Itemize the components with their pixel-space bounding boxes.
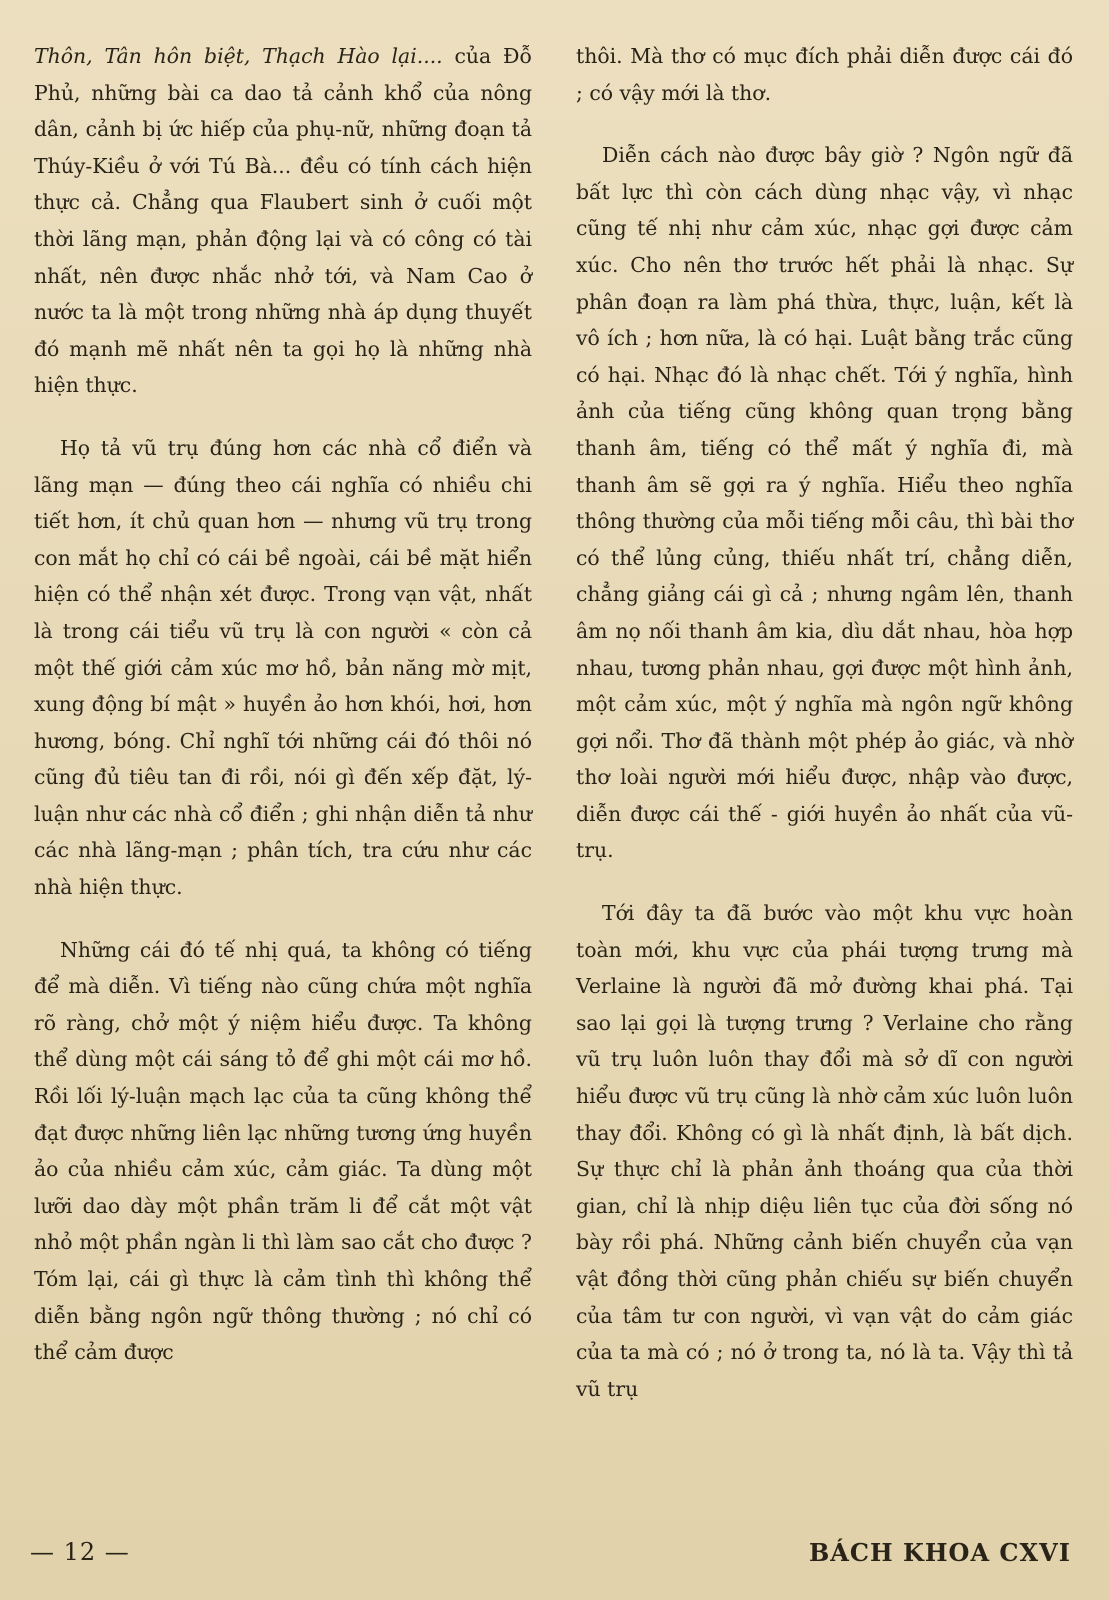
page-number: — 12 — [30, 1538, 130, 1566]
left-column [34, 38, 532, 1397]
journal-title: BÁCH KHOA CXVI [808, 1538, 1071, 1567]
left-paragraph-1-italic: Thôn, Tân hôn biệt, Thạch Hào lại.... [34, 44, 443, 68]
right-paragraph-2: Diễn cách nào được bây giờ ? Ngôn ngữ đã bất lực thì còn cách dùng nhạc vậy, vì nhạc cũng tế nhị như cảm xúc, nhạc gợi được cảm xúc. Cho nên thơ trước hết phải là nhạc. Sự phân đoạn ra làm phá thừa, thực, luận, kết là vô ích ; hơn nữa, là có hại. Luật bằng trắc cũng có hại. Nhạc đó là nhạc chết. Tới ý nghĩa, hình ảnh của tiếng cũng không quan trọng bằng thanh âm, tiếng có thể mất ý nghĩa đi, mà thanh âm sẽ gợi ra ý nghĩa. Hiểu theo nghĩa thông thường của mỗi tiếng mỗi câu, thì bài thơ có thể lủng củng, thiếu nhất trí, chẳng diễn, chẳng giảng cái gì cả ; nhưng ngâm lên, thanh âm nọ nối thanh âm kia, dìu dắt nhau, hòa hợp nhau, tương phản nhau, gợi được một hình ảnh, một cảm xúc, một ý nghĩa mà ngôn ngữ không gợi nổi. Thơ đã thành một phép ảo giác, và nhờ thơ loài người mới hiểu được, nhập vào được, diễn được cái thế - giới huyền ảo nhất của vũ-trụ. [576, 143, 1073, 863]
left-paragraph-1 [34, 38, 532, 404]
left-paragraph-2: Họ tả vũ trụ đúng hơn các nhà cổ điển và lãng mạn — đúng theo cái nghĩa có nhiều chi tiết hơn, ít chủ quan hơn — nhưng vũ trụ trong con mắt họ chỉ có cái bề ngoài, cái bề mặt hiển hiện có thể nhận xét được. Trong vạn vật, nhất là trong cái tiểu vũ trụ là con người « còn cả một thế giới cảm xúc mơ hồ, bản năng mờ mịt, xung động bí mật » huyền ảo hơn khói, hơi, hơn hương, bóng. Chỉ nghĩ tới những cái đó thôi nó cũng đủ tiêu tan đi rồi, nói gì đến xếp đặt, lý-luận như các nhà cổ điển ; ghi nhận diễn tả như các nhà lãng-mạn ; phân tích, tra cứu như các nhà hiện thực. [34, 435, 532, 900]
right-paragraph-1: thôi. Mà thơ có mục đích phải diễn được cái đó ; có vậy mới là thơ. [576, 44, 1073, 105]
right-paragraph-3: Tới đây ta đã bước vào một khu vực hoàn toàn mới, khu vực của phái tượng trưng mà Verlaine là người đã mở đường khai phá. Tại sao lại gọi là tượng trưng ? Verlaine cho rằng vũ trụ luôn luôn thay đổi mà sở dĩ con người hiểu được vũ trụ cũng là nhờ cảm xúc luôn luôn thay đổi. Không có gì là nhất định, là bất dịch. Sự thực chỉ là phản ảnh thoáng qua của thời gian, chỉ là nhịp diệu liên tục của đời sống nó bày rồi phá. Những cảnh biến chuyển của vạn vật đồng thời cũng phản chiếu sự biến chuyển của tâm tư con người, vì vạn vật do cảm giác của ta mà có ; nó ở trong ta, nó là ta. Vậy thì tả vũ trụ [576, 901, 1073, 1401]
left-paragraph-1-text: của Đỗ Phủ, những bài ca dao tả cảnh khổ của nông dân, cảnh bị ức hiếp của phụ-nữ, những đoạn tả Thúy-Kiều ở với Tú Bà... đều có tính cách hiện thực cả. Chẳng qua Flaubert sinh ở cuối một thời lãng mạn, phản động lại và có công có tài nhất, nên được nhắc nhở tới, và Nam Cao ở nước ta là một trong những nhà áp dụng thuyết đó mạnh mẽ nhất nên ta gọi họ là những nhà hiện thực. [34, 44, 532, 398]
page-footer [0, 1538, 1109, 1578]
left-paragraph-3: Những cái đó tế nhị quá, ta không có tiếng để mà diễn. Vì tiếng nào cũng chứa một nghĩa rõ ràng, chở một ý niệm hiểu được. Ta không thể dùng một cái sáng tỏ để ghi một cái mơ hồ. Rồi lối lý-luận mạch lạc của ta cũng không thể đạt được những liên lạc những tương ứng huyền ảo của nhiều cảm xúc, cảm giác. Ta dùng một lưỡi dao dày một phần trăm li để cắt một vật nhỏ một phần ngàn li thì làm sao cắt cho được ? Tóm lại, cái gì thực là cảm tình thì không thể diễn bằng ngôn ngữ thông thường ; nó chỉ có thể cảm được [34, 937, 532, 1365]
right-column [576, 38, 1073, 1433]
